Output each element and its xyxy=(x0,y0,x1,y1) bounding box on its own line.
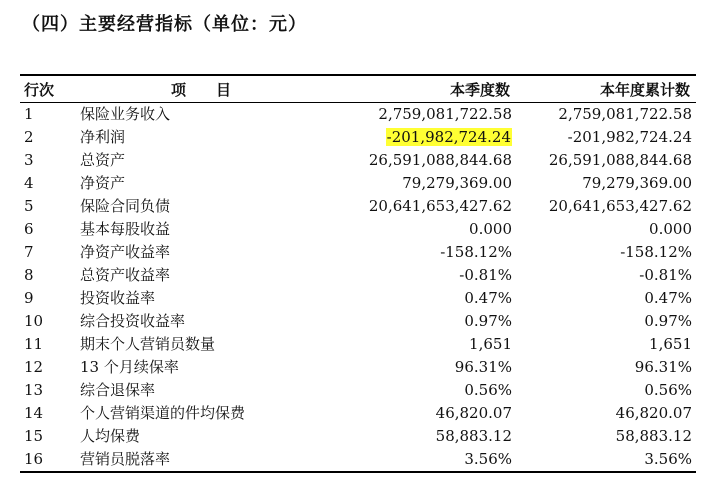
row-quarter-value: 0.000 xyxy=(469,220,512,238)
row-ytd-value: 0.56% xyxy=(644,381,692,399)
table-header-row xyxy=(20,75,696,103)
table-row xyxy=(20,310,696,333)
row-item-name: 期末个人营销员数量 xyxy=(80,335,216,353)
table-row xyxy=(20,333,696,356)
row-ytd-value: -158.12% xyxy=(620,243,692,261)
table-row xyxy=(20,448,696,472)
table-row xyxy=(20,425,696,448)
row-ytd-value: 46,820.07 xyxy=(615,404,692,422)
table-row xyxy=(20,264,696,287)
row-index: 11 xyxy=(24,335,44,353)
row-index: 3 xyxy=(24,151,34,169)
row-item-name: 保险业务收入 xyxy=(80,105,171,123)
table-row xyxy=(20,195,696,218)
row-index: 2 xyxy=(24,128,34,146)
highlighted-value: -201,982,724.24 xyxy=(386,128,511,146)
row-quarter-value: 0.97% xyxy=(464,312,512,330)
table-row xyxy=(20,172,696,195)
table-row xyxy=(20,103,696,127)
row-ytd-value: 20,641,653,427.62 xyxy=(548,197,692,215)
row-item-name: 净利润 xyxy=(80,128,126,146)
row-index: 8 xyxy=(24,266,34,284)
row-index: 6 xyxy=(24,220,34,238)
row-index: 12 xyxy=(24,358,44,376)
row-ytd-value: 79,279,369.00 xyxy=(582,174,692,192)
row-item-name: 净资产 xyxy=(80,174,126,192)
row-quarter-value: 0.56% xyxy=(464,381,512,399)
row-quarter-value: 2,759,081,722.58 xyxy=(378,105,512,123)
table-row xyxy=(20,126,696,149)
row-index: 14 xyxy=(24,404,44,422)
table-row xyxy=(20,356,696,379)
row-item-name: 13 个月续保率 xyxy=(80,358,179,376)
table-row xyxy=(20,241,696,264)
table-row xyxy=(20,149,696,172)
header-item: 项 目 xyxy=(76,75,326,103)
row-quarter-value xyxy=(326,126,516,149)
row-ytd-value: 0.97% xyxy=(644,312,692,330)
row-item-name: 净资产收益率 xyxy=(80,243,171,261)
row-quarter-value: -0.81% xyxy=(459,266,512,284)
row-quarter-value: 1,651 xyxy=(469,335,512,353)
row-index: 4 xyxy=(24,174,34,192)
row-quarter-value: 0.47% xyxy=(464,289,512,307)
row-item-name: 总资产收益率 xyxy=(80,266,171,284)
row-index: 7 xyxy=(24,243,34,261)
header-row-index: 行次 xyxy=(20,75,76,103)
row-item-name: 综合投资收益率 xyxy=(80,312,186,330)
row-item-name: 基本每股收益 xyxy=(80,220,171,238)
row-index: 13 xyxy=(24,381,44,399)
row-index: 5 xyxy=(24,197,34,215)
row-item-name: 综合退保率 xyxy=(80,381,156,399)
table-row xyxy=(20,402,696,425)
header-quarter: 本季度数 xyxy=(326,75,516,103)
row-index: 1 xyxy=(24,105,34,123)
row-quarter-value: 3.56% xyxy=(326,448,516,472)
row-quarter-value: 58,883.12 xyxy=(435,427,512,445)
row-quarter-value: 96.31% xyxy=(454,358,512,376)
row-item-name: 投资收益率 xyxy=(80,289,156,307)
row-quarter-value: 79,279,369.00 xyxy=(402,174,512,192)
row-item-name: 个人营销渠道的件均保费 xyxy=(80,404,246,422)
row-item-name: 总资产 xyxy=(80,151,126,169)
header-year-to-date: 本年度累计数 xyxy=(516,75,696,103)
row-index: 15 xyxy=(24,427,44,445)
row-quarter-value: -158.12% xyxy=(440,243,512,261)
row-quarter-value: 20,641,653,427.62 xyxy=(368,197,512,215)
row-ytd-value: 3.56% xyxy=(516,448,696,472)
section-title: （四）主要经营指标（单位：元） xyxy=(22,14,307,35)
row-quarter-value: 26,591,088,844.68 xyxy=(368,151,512,169)
row-ytd-value: 0.000 xyxy=(649,220,692,238)
row-item-name: 人均保费 xyxy=(80,427,141,445)
row-ytd-value: 58,883.12 xyxy=(615,427,692,445)
row-index: 16 xyxy=(20,448,76,472)
row-ytd-value: -201,982,724.24 xyxy=(567,128,692,146)
row-ytd-value: 26,591,088,844.68 xyxy=(548,151,692,169)
row-index: 10 xyxy=(24,312,44,330)
row-ytd-value: 1,651 xyxy=(649,335,692,353)
table-body xyxy=(20,103,696,473)
row-ytd-value: -0.81% xyxy=(639,266,692,284)
row-item-name: 营销员脱落率 xyxy=(76,448,326,472)
table-row xyxy=(20,287,696,310)
row-ytd-value: 2,759,081,722.58 xyxy=(558,105,692,123)
row-quarter-value: 46,820.07 xyxy=(435,404,512,422)
table-row xyxy=(20,379,696,402)
row-index: 9 xyxy=(24,289,34,307)
row-ytd-value: 96.31% xyxy=(634,358,692,376)
row-ytd-value: 0.47% xyxy=(644,289,692,307)
table-row xyxy=(20,218,696,241)
row-item-name: 保险合同负债 xyxy=(80,197,171,215)
key-metrics-table xyxy=(20,74,696,473)
